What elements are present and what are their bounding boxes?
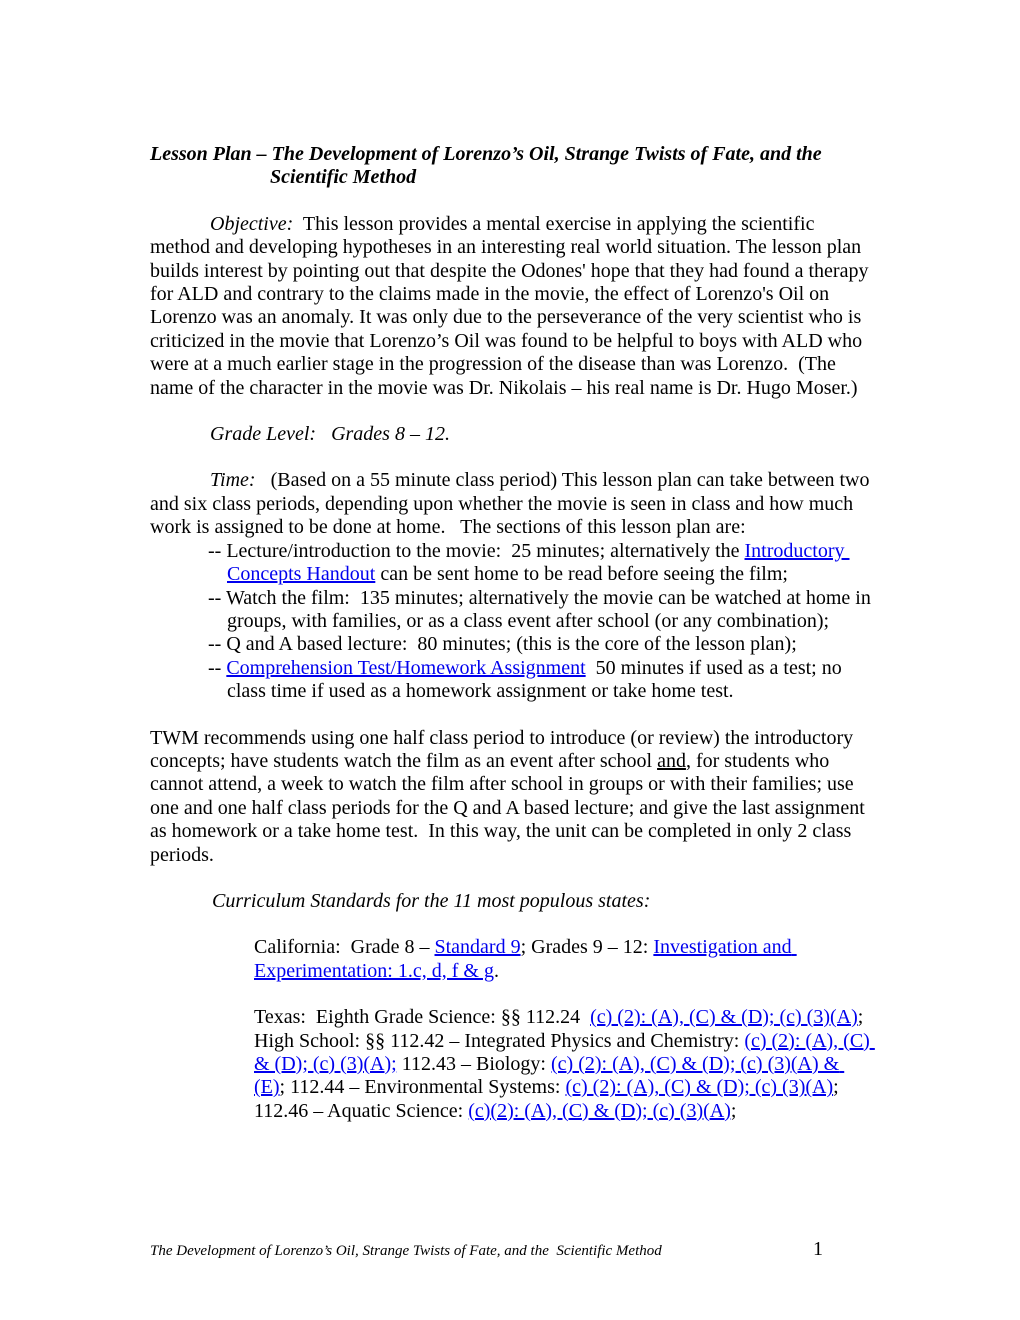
- schedule-item-watch-film: -- Watch the film: 135 minutes; alternatively the movie can be watched at home in groups, with families, or as a class event after school (or any combination);: [208, 586, 876, 632]
- link-california-standard-9[interactable]: Standard 9: [434, 936, 521, 959]
- title-line-2: Scientific Method: [270, 166, 417, 189]
- twm-text-after: , for students who cannot attend, a week to watch the film after school in groups or with their families; use one and one half class periods for the Q and A based lecture; and give the last assignment as homework or a take home test. In this way, the unit can be completed in only 2 class periods.: [150, 749, 870, 866]
- title-line-1: Lesson Plan – The Development of Lorenzo’s Oil, Strange Twists of Fate, and the: [150, 143, 827, 165]
- texas-text-3: 112.43 – Biology:: [396, 1053, 551, 1075]
- schedule-item-qa-lecture: -- Q and A based lecture: 80 minutes; (this is the core of the lesson plan);: [208, 633, 797, 656]
- twm-text-before: TWM recommends using one half class period to introduce (or review) the introductory concepts; have students watch the film as an event after school: [150, 726, 859, 772]
- time-text: (Based on a 55 minute class period) This lesson plan can take between two and six class periods, depending upon whether the movie is seen in class and how much work is assigned to be done at home. The sections of this lesson plan are:: [150, 469, 875, 539]
- twm-recommendation-paragraph: [150, 727, 874, 867]
- link-california-investigation-experimentation[interactable]: Investigation and Experimentation: 1.c, d, f & g: [254, 936, 797, 982]
- schedule-item-test-prefix: --: [208, 656, 227, 679]
- link-comprehension-test-homework-assignment[interactable]: Comprehension Test/Homework Assignment: [226, 656, 586, 679]
- objective-text: This lesson provides a mental exercise in applying the scientific method and developing hypotheses in an interesting real world situation. The lesson plan builds interest by pointing out that despite the Odones' hope that they had found a therapy for ALD and contrary to the claims made in the movie, the effect of Lorenzo's Oil on Lorenzo was an anomaly. It was only due to the perseverance of the very scientist who is criticized in the movie that Lorenzo’s Oil was found to be helpful to boys with ALD who were at a much earlier stage in the progression of the disease than was Lorenzo. (The name of the character in the movie was Dr. Nikolais – his real name is Dr. Hugo Moser.): [150, 212, 874, 399]
- page-footer: [150, 1238, 874, 1270]
- time-label: Time:: [210, 469, 256, 492]
- schedule-item-lecture-suffix: can be sent home to be read before seeing the film;: [375, 563, 788, 586]
- curriculum-standards-heading: Curriculum Standards for the 11 most populous states:: [212, 889, 651, 912]
- grade-level-line: Grade Level: Grades 8 – 12.: [210, 423, 450, 446]
- texas-text-1: Texas: Eighth Grade Science: §§ 112.24: [254, 1006, 591, 1029]
- time-paragraph: [150, 469, 874, 539]
- schedule-item-test-suffix: 50 minutes if used as a test; no class time if used as a homework assignment or take home test.: [227, 656, 847, 703]
- schedule-item-comprehension-test: [150, 657, 874, 704]
- california-middle: ; Grades 9 – 12:: [520, 936, 654, 959]
- link-texas-environmental-systems-codes[interactable]: (c) (2): (A), (C) & (D); (c) (3)(A): [565, 1076, 834, 1099]
- schedule-list: [150, 540, 874, 704]
- link-texas-eighth-grade-codes[interactable]: (c) (2): (A), (C) & (D); (c) (3)(A): [590, 1006, 858, 1029]
- texas-text-5: ; 112.46 – Aquatic Science:: [254, 1076, 844, 1122]
- objective-label: Objective:: [210, 212, 294, 235]
- link-texas-ipc-codes[interactable]: (c) (2): (A), (C) & (D); (c) (3)(A);: [254, 1029, 875, 1075]
- california-prefix: California: Grade 8 –: [254, 936, 435, 959]
- texas-standards-paragraph: [254, 1006, 874, 1123]
- schedule-item-lecture-text: -- Lecture/introduction to the movie: 25 minutes; alternatively the: [208, 539, 745, 562]
- link-texas-biology-codes[interactable]: (c) (2): (A), (C) & (D); (c) (3)(A) & (E): [254, 1053, 845, 1099]
- page-number: 1: [813, 1238, 823, 1260]
- california-suffix: .: [493, 959, 499, 982]
- texas-text-6: ;: [730, 1099, 737, 1122]
- texas-text-4: ; 112.44 – Environmental Systems:: [279, 1076, 566, 1099]
- emphasized-and: and: [657, 749, 686, 772]
- footer-running-title: The Development of Lorenzo’s Oil, Strange Twists of Fate, and the Scientific Method: [150, 1243, 662, 1259]
- lesson-plan-title: [150, 143, 874, 190]
- texas-text-2: ; High School: §§ 112.42 – Integrated Physics and Chemistry:: [254, 1006, 869, 1052]
- objective-paragraph: [150, 213, 874, 400]
- schedule-item-lecture: [150, 540, 874, 587]
- link-texas-aquatic-science-codes[interactable]: (c)(2): (A), (C) & (D); (c) (3)(A): [468, 1099, 731, 1122]
- california-standards-paragraph: [254, 936, 874, 983]
- link-introductory-concepts-handout[interactable]: Introductory Concepts Handout: [227, 539, 850, 586]
- document-content: [150, 143, 874, 1146]
